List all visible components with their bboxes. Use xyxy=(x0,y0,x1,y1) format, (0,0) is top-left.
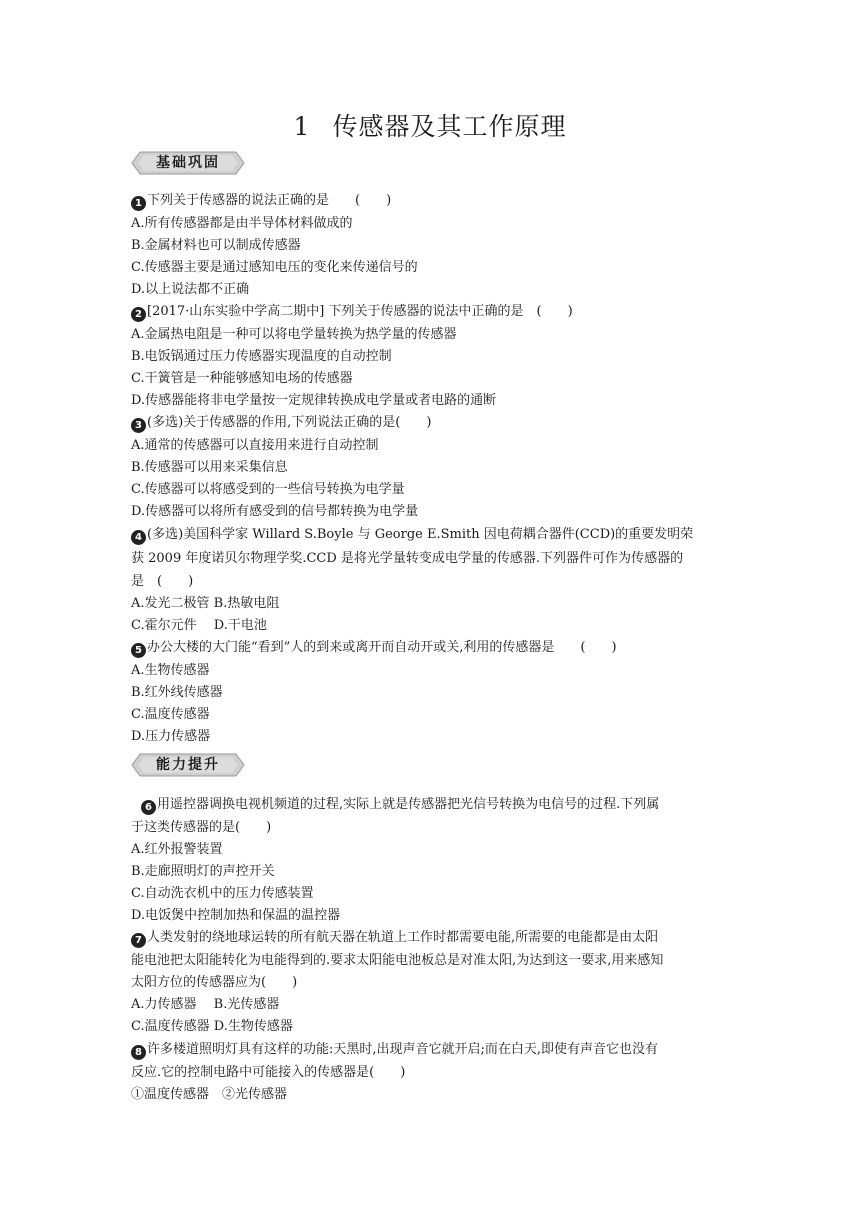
question-number-badge: 4 xyxy=(131,530,146,545)
question-7-stem-line-2: 能电池把太阳能转化为电能得到的.要求太阳能电池板总是对准太阳,为达到这一要求,用来感知 xyxy=(131,953,664,968)
title-number: 1 xyxy=(293,112,311,141)
page-title xyxy=(0,112,860,142)
q3-option-c: C.传感器可以将感受到的一些信号转换为电学量 xyxy=(131,482,405,497)
q7-option-ab: A.力传感器 B.光传感器 xyxy=(131,997,280,1012)
title-text: 传感器及其工作原理 xyxy=(332,112,567,141)
question-4-stem-line-2: 获 2009 年度诺贝尔物理学奖.CCD 是将光学量转变成电学量的传感器.下列器件可作为传感器的 xyxy=(131,551,684,566)
q3-option-a: A.通常的传感器可以直接用来进行自动控制 xyxy=(131,438,379,453)
q2-option-c: C.干簧管是一种能够感知电场的传感器 xyxy=(131,371,353,386)
question-2-stem: 2 [2017·山东实验中学高二期中] 下列关于传感器的说法中正确的是 ( ) xyxy=(131,302,573,322)
q6-option-b: B.走廊照明灯的声控开关 xyxy=(131,864,275,879)
q2-option-b: B.电饭锅通过压力传感器实现温度的自动控制 xyxy=(131,349,392,364)
question-7-stem-line-3: 太阳方位的传感器应为( ) xyxy=(131,975,298,990)
q6-option-a: A.红外报警装置 xyxy=(131,842,223,857)
q5-option-d: D.压力传感器 xyxy=(131,729,211,744)
section-badge-basic xyxy=(130,150,246,176)
q1-option-a: A.所有传感器都是由半导体材料做成的 xyxy=(131,216,353,231)
q1-option-c: C.传感器主要是通过感知电压的变化来传递信号的 xyxy=(131,260,418,275)
question-4-stem-line-1: 4 (多选)美国科学家 Willard S.Boyle 与 George E.Smith 因电荷耦合器件(CCD)的重要发明荣 xyxy=(131,525,693,545)
question-number-badge: 8 xyxy=(131,1045,146,1060)
q3-option-d: D.传感器可以将所有感受到的信号都转换为电学量 xyxy=(131,504,419,519)
question-8-stem-line-1: 8 许多楼道照明灯具有这样的功能:天黑时,出现声音它就开启;而在白天,即使有声音它也没有 xyxy=(131,1040,658,1060)
question-number-badge: 6 xyxy=(141,800,156,815)
q2-option-a: A.金属热电阻是一种可以将电学量转换为热学量的传感器 xyxy=(131,327,457,342)
q6-option-c: C.自动洗衣机中的压力传感装置 xyxy=(131,886,314,901)
question-7-stem-line-1: 7 人类发射的绕地球运转的所有航天器在轨道上工作时都需要电能,所需要的电能都是由太阳 xyxy=(131,928,658,948)
question-3-stem: 3 (多选)关于传感器的作用,下列说法正确的是( ) xyxy=(131,413,431,433)
question-number-badge: 7 xyxy=(131,933,146,948)
q4-option-ab: A.发光二极管 B.热敏电阻 xyxy=(131,596,280,611)
question-6-stem-line-1: 6 用遥控器调换电视机频道的过程,实际上就是传感器把光信号转换为电信号的过程.下列属 xyxy=(141,795,659,815)
q5-option-b: B.红外线传感器 xyxy=(131,685,223,700)
question-4-stem-line-3: 是 ( ) xyxy=(131,574,194,589)
section-label-basic: 基础巩固 xyxy=(156,155,220,171)
q1-option-b: B.金属材料也可以制成传感器 xyxy=(131,238,301,253)
question-number-badge: 1 xyxy=(131,196,146,211)
q5-option-c: C.温度传感器 xyxy=(131,707,210,722)
question-1-stem: 1 下列关于传感器的说法正确的是 ( ) xyxy=(131,191,391,211)
question-5-stem: 5 办公大楼的大门能“看到”人的到来或离开而自动开或关,利用的传感器是 ( ) xyxy=(131,638,617,658)
q3-option-b: B.传感器可以用来采集信息 xyxy=(131,460,288,475)
question-number-badge: 3 xyxy=(131,418,146,433)
section-label-advanced: 能力提升 xyxy=(156,757,220,773)
q6-option-d: D.电饭煲中控制加热和保温的温控器 xyxy=(131,908,341,923)
question-8-stem-line-2: 反应.它的控制电路中可能接入的传感器是( ) xyxy=(131,1065,406,1080)
q2-option-d: D.传感器能将非电学量按一定规律转换成电学量或者电路的通断 xyxy=(131,393,497,408)
question-6-stem-line-2: 于这类传感器的是( ) xyxy=(131,820,272,835)
q1-option-d: D.以上说法都不正确 xyxy=(131,282,250,297)
q7-option-cd: C.温度传感器 D.生物传感器 xyxy=(131,1019,293,1034)
question-number-badge: 2 xyxy=(131,307,146,322)
question-number-badge: 5 xyxy=(131,643,146,658)
q4-option-cd: C.霍尔元件 D.干电池 xyxy=(131,618,267,633)
q8-option-12: ①温度传感器 ②光传感器 xyxy=(131,1087,288,1102)
q5-option-a: A.生物传感器 xyxy=(131,663,210,678)
section-badge-advanced xyxy=(130,752,246,778)
